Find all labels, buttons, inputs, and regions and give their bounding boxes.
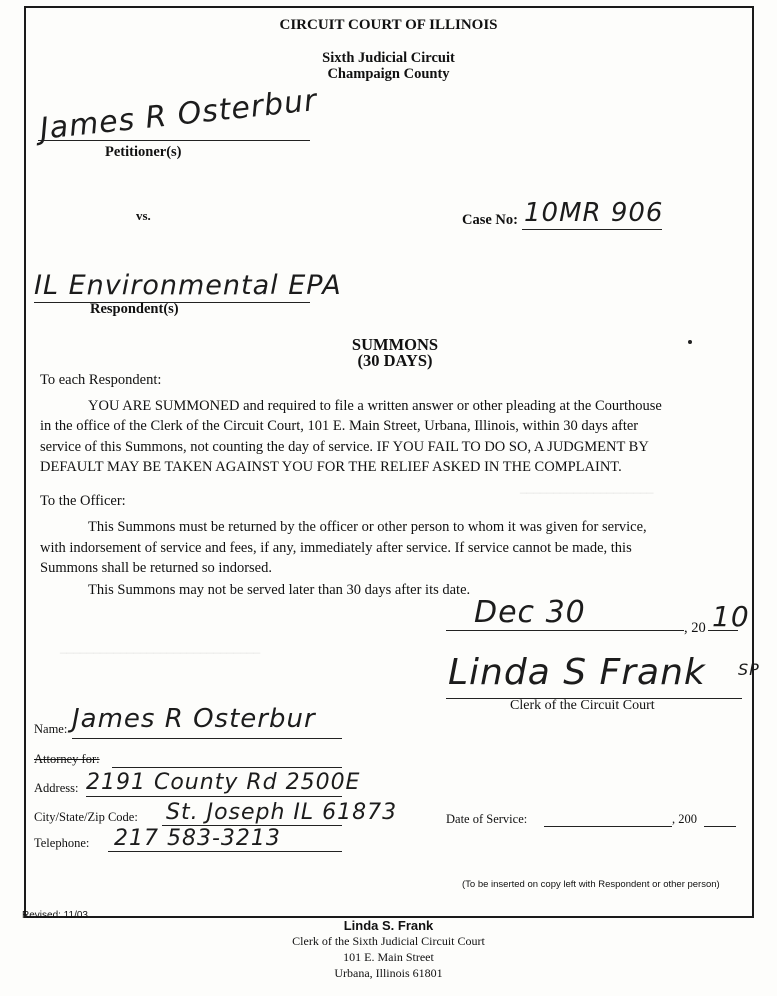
footer-clerk-name: Linda S. Frank (343, 918, 434, 933)
footer-street: 101 E. Main Street (343, 950, 434, 964)
telephone-label: Telephone: (34, 836, 90, 850)
summons-date-line (446, 630, 684, 631)
name-value: James R Osterbur (72, 704, 316, 734)
clerk-label: Clerk of the Circuit Court (510, 698, 655, 713)
county-name: Champaign County (327, 66, 450, 82)
footer-city: Urbana, Illinois 61801 (334, 966, 443, 980)
respondent-notice-heading: To each Respondent: (40, 372, 162, 388)
summons-title: SUMMONS (351, 335, 439, 354)
case-number-line (522, 229, 662, 230)
date-of-service-year-line (704, 826, 736, 827)
officer-notice-heading: To the Officer: (40, 493, 126, 509)
summons-subtitle: (30 DAYS) (357, 351, 433, 370)
versus-label: vs. (136, 208, 151, 223)
officer-notice-line: Summons shall be returned so indorsed. (40, 560, 272, 576)
petitioner-signature: James R Osterbur (38, 82, 319, 147)
clerk-initials: SP (738, 660, 760, 679)
respondent-label: Respondent(s) (90, 301, 179, 317)
petitioner-label: Petitioner(s) (105, 144, 182, 160)
officer-notice-line: This Summons must be returned by the officer or other person to whom it was given for service, (88, 519, 647, 535)
name-line (72, 738, 342, 739)
court-title: CIRCUIT COURT OF ILLINOIS (279, 17, 498, 33)
address-line (86, 796, 342, 797)
footer-clerk-title: Clerk of the Sixth Judicial Circuit Court (292, 934, 485, 948)
summons-year-handwritten: 10 (712, 600, 750, 633)
date-of-service-line (544, 826, 672, 827)
date-of-service-year: , 200 (672, 812, 697, 826)
officer-notice-line: This Summons may not be served later than 30 days after its date. (88, 582, 471, 598)
date-of-service-note: (To be inserted on copy left with Respondent or other person) (462, 879, 720, 890)
case-number-label: Case No: (462, 212, 518, 228)
case-number-value: 10MR 906 (524, 198, 664, 228)
respondent-notice-line: in the office of the Clerk of the Circuit Court, 101 E. Main Street, Urbana, Illinois, within 30 days after (40, 418, 639, 434)
address-label: Address: (34, 781, 79, 795)
name-label: Name: (34, 722, 68, 736)
officer-notice-line: with indorsement of service and fees, if any, immediately after service. If service cannot be made, this (40, 540, 632, 556)
attorney-label: Attorney for: (34, 752, 100, 766)
revised-date: Revised: 11/03 (22, 910, 88, 921)
city-state-zip-label: City/State/Zip Code: (34, 810, 138, 824)
judicial-circuit: Sixth Judicial Circuit (322, 50, 455, 66)
respondent-name: IL Environmental EPA (34, 270, 342, 301)
respondent-notice-line: service of this Summons, not counting the day of service. IF YOU FAIL TO DO SO, A JUDGMENT BY (40, 439, 649, 455)
summons-date-handwritten: Dec 30 (474, 595, 586, 630)
date-of-service-label: Date of Service: (446, 812, 528, 826)
bleed-through-text: ______________________________ (60, 640, 261, 654)
respondent-notice-line: DEFAULT MAY BE TAKEN AGAINST YOU FOR THE RELIEF ASKED IN THE COMPLAINT. (40, 459, 622, 475)
telephone-line (108, 851, 342, 852)
respondent-notice-line: YOU ARE SUMMONED and required to file a written answer or other pleading at the Courthouse (88, 398, 662, 414)
attorney-line (112, 767, 342, 768)
petitioner-line (38, 140, 310, 141)
summons-year-prefix: , 20 (684, 620, 706, 636)
summons-year-line (708, 630, 738, 631)
address-value: 2191 County Rd 2500E (86, 770, 361, 795)
bleed-through-text: ____________________ (520, 480, 654, 494)
city-state-zip-value: St. Joseph IL 61873 (166, 800, 398, 825)
clerk-signature: Linda S Frank (448, 652, 706, 693)
telephone-value: 217 583-3213 (114, 826, 281, 851)
